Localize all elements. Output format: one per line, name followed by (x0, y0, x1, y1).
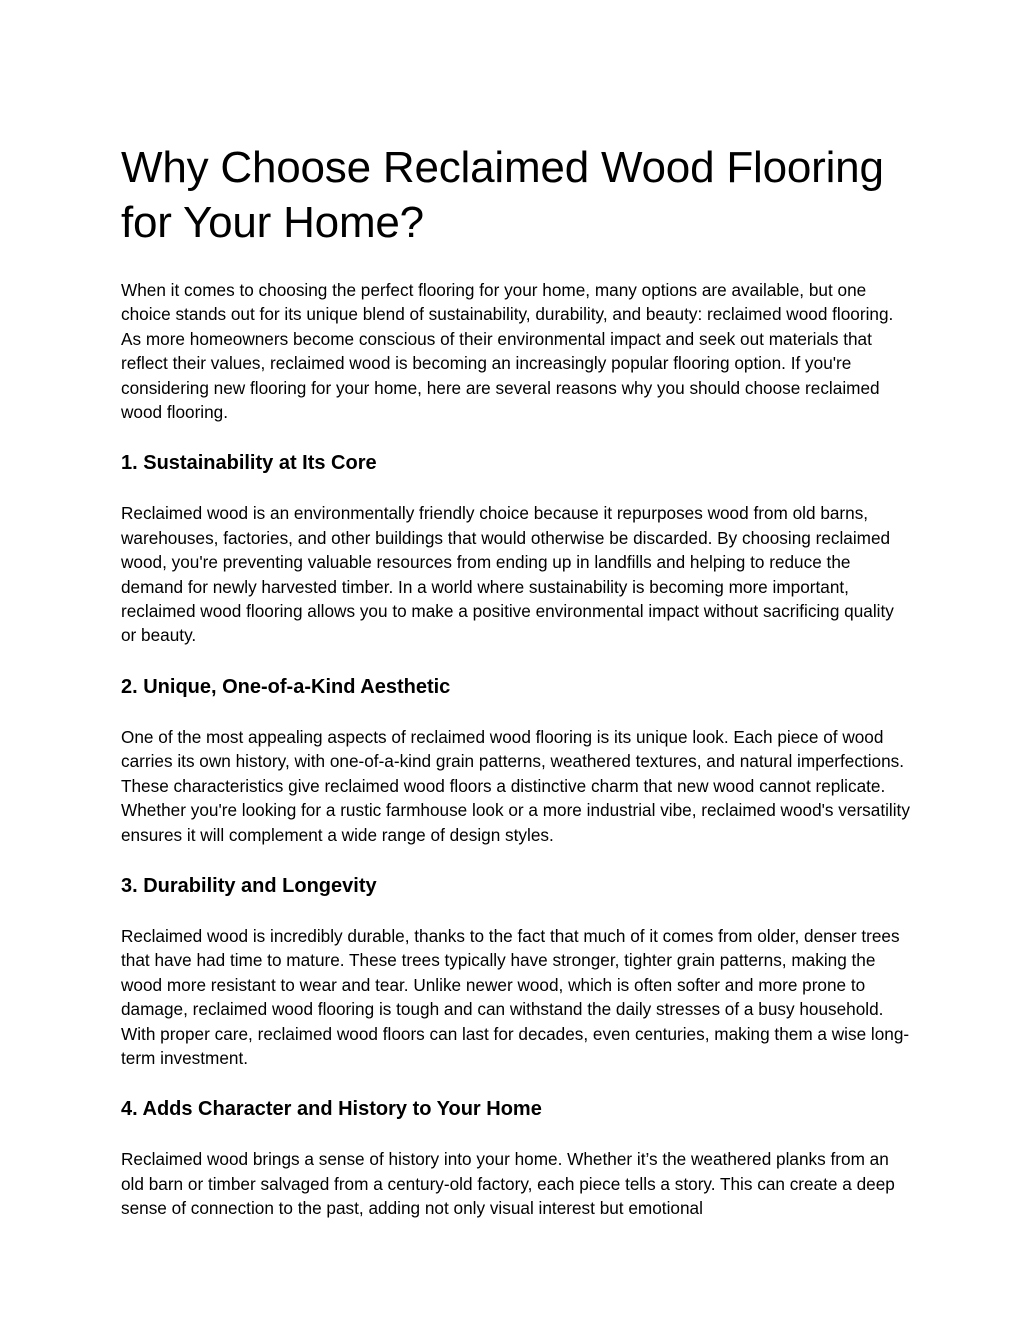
section-heading-character: 4. Adds Character and History to Your Home (121, 1098, 542, 1121)
section-heading-aesthetic: 2. Unique, One-of-a-Kind Aesthetic (121, 675, 451, 698)
section-body-durability: Reclaimed wood is incredibly durable, thanks to the fact that much of it comes from older, denser trees that have had time to mature. These trees typically have stronger, tighter grain patterns, making the wood more resistant to wear and tear. Unlike newer wood, which is often softer and more prone to damage, reclaimed wood flooring is tough and can withstand the daily stresses of a busy household. With proper care, reclaimed wood floors can last for decades, even centuries, making them a wise long-term investment. (121, 925, 910, 1068)
section-body-aesthetic: One of the most appealing aspects of reclaimed wood flooring is its unique look. Each piece of wood carries its own history, with one-of-a-kind grain patterns, weathered textures, and natural imperfections. These characteristics give reclaimed wood floors a distinctive charm that new wood cannot replicate. Whether you're looking for a rustic farmhouse look or a more industrial vibe, reclaimed wood's versatility ensures it will complement a wide range of design styles. (121, 726, 910, 845)
section-body-sustainability: Reclaimed wood is an environmentally friendly choice because it repurposes wood from old barns, warehouses, factories, and other buildings that would otherwise be discarded. By choosing reclaimed wood, you're preventing valuable resources from ending up in landfills and helping to reduce the demand for newly harvested timber. In a world where sustainability is becoming more important, reclaimed wood flooring allows you to make a positive environmental impact without sacrificing quality or beauty. (121, 503, 894, 646)
intro-paragraph: When it comes to choosing the perfect flooring for your home, many options are available, but one choice stands out for its unique blend of sustainability, durability, and beauty: reclaimed wood flooring. As more homeowners become conscious of their environmental impact and seek out materials that reflect their values, reclaimed wood is becoming an increasingly popular flooring option. If you're considering new flooring for your home, here are several reasons why you should choose reclaimed wood flooring. (121, 280, 894, 423)
section-heading-sustainability: 1. Sustainability at Its Core (121, 452, 377, 475)
section-heading-durability: 3. Durability and Longevity (121, 874, 377, 897)
document-page (121, 140, 911, 1247)
section-body-character: Reclaimed wood brings a sense of history into your home. Whether it’s the weathered planks from an old barn or timber salvaged from a century-old factory, each piece tells a story. This can create a deep sense of connection to the past, adding not only visual interest but emotional (121, 1149, 895, 1219)
document-title: Why Choose Reclaimed Wood Flooring for Your Home? (121, 143, 884, 247)
